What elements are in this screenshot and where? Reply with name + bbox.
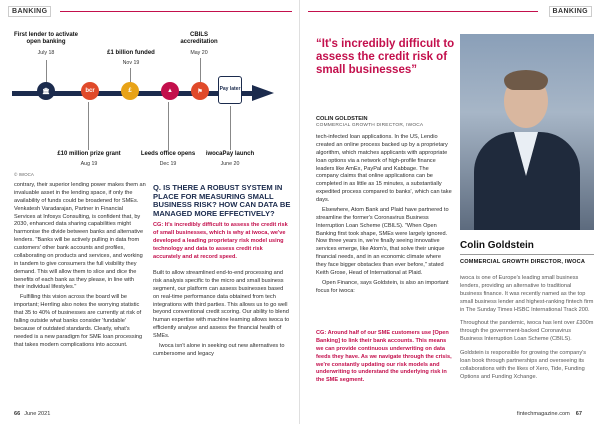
section-tag: BANKING bbox=[8, 6, 51, 17]
milestone-date: Dec 19 bbox=[159, 161, 177, 167]
page-number: 66 bbox=[14, 411, 21, 417]
milestone-label: £1 billion funded bbox=[107, 50, 155, 56]
section-tag: BANKING bbox=[549, 6, 592, 17]
paragraph: Goldstein is responsible for growing the company's loan book through partnerships and overseeing its collaborations with the likes of Xero, Tide, Funding Options and Funding Xchange. bbox=[460, 350, 587, 380]
milestone-stem bbox=[230, 106, 231, 150]
paragraph: iwoca is one of Europe's leading small business lenders, providing an alternative to traditional business finance. It was recently named as the top small business lender and highest-ranking fintech firm in The Sunday Times HSBC International Track 200. bbox=[460, 275, 594, 313]
timeline bbox=[12, 30, 290, 180]
milestone-date: Nov 19 bbox=[122, 60, 140, 66]
paragraph: Throughout the pandemic, iwoca has lent over £300m through the government-backed Coronavirus Business Interruption Loan Scheme (CBILS). bbox=[460, 320, 594, 343]
section-rule bbox=[60, 11, 292, 12]
body-column-1 bbox=[14, 182, 146, 351]
milestone-stem bbox=[200, 58, 201, 83]
pound-coin-icon: £ bbox=[121, 82, 139, 100]
bio-name: Colin Goldstein bbox=[460, 240, 534, 251]
bio-rule bbox=[460, 254, 594, 255]
milestone-label: Leeds office opens bbox=[140, 151, 196, 157]
milestone-label: £10 million prize grant bbox=[57, 151, 121, 157]
milestone-stem bbox=[168, 102, 169, 150]
milestone-date: May 20 bbox=[190, 50, 208, 56]
paragraph: Iwoca isn't alone in seeking out new alternatives to cumbersome and legacy bbox=[153, 342, 285, 357]
folio bbox=[517, 411, 586, 417]
paragraph: contrary, their superior lending power makes them an invaluable asset in the lending space, if only the availability of funds could be broadened for SMEs. Venkatesh Varadarajan, Partner in Financial Services at Infosys Consulting, is confident that, by 2030, enhanced data sharing capabilities might harmonise the divide between banks and alternative lenders. "Banks will be actively pulling in data from customers' other bank accounts and profiles, collaborating on products and services, and working in tandem to give consumers the full visibility they demand. This will allow them to slice and dice the benefits of each bank as they please, in line with their individual lifestyles." bbox=[14, 182, 146, 291]
bcr-icon: bcr bbox=[81, 82, 99, 100]
image-credit: © IWOCA bbox=[14, 172, 34, 177]
paragraph: Built to allow streamlined end-to-end processing and risk analysis specific to the micro and small business segment, our platform can assess businesses based on real-time performance data obtained from tech integrations with third parties. This allows us to go well beyond conventional credit scoring. Our ability to blend human expertise with machine learning allows iwoca to efficiently analyse and assess the financial health of SMEs. bbox=[153, 270, 290, 339]
milestone-stem bbox=[130, 68, 131, 83]
milestone-label: First lender to activate open banking bbox=[13, 32, 79, 46]
body-column-2 bbox=[153, 270, 291, 361]
milestone-date: July 18 bbox=[37, 50, 55, 56]
bio-text bbox=[460, 275, 594, 388]
paragraph: tech-infected loan applications. In the US, Lendio created an online process backed up by a proprietary algorithm, which matches applicants with appropriate loan options via a network of high-profile finance leaders like AmEx, PayPal and Kabbage. The company claims that online applications can be completed in as little as 15 minutes, a substantially expedited process compared to banks', which can take days. bbox=[316, 134, 452, 203]
timeline-arrow-icon bbox=[252, 85, 274, 101]
flag-icon: ⚑ bbox=[191, 82, 209, 100]
body-column-3 bbox=[316, 134, 452, 298]
answer-lead: CG: Around half of our SME customers use [Open Banking] to link their bank accounts. This means we can provide continuous underwriting on data feeds they have. As we navigate through the crisis, we're constantly updating our risk models and underwriting to understand the underlying risk in the SME segment. bbox=[316, 330, 452, 384]
answer-lead: CG: It's incredibly difficult to assess the credit risk of small businesses, which is why at iwoca, we've developed a leading proprietary risk model using technology and data to assess credit risk accurately and at record speed. bbox=[153, 222, 288, 260]
paragraph: Elsewhere, Atom Bank and Plaid have partnered to streamline the former's Coronavirus Business Interruption Loan Scheme (CBILS). "When Open Banking first took shape, SMEs were largely ignored. Now three years in, we're finally seeing innovative services emerge, like Atom's, that solve their unique financial needs, and in an economic climate where they face bigger obstacles than ever before," stated Keith Grose, Head of International at Plaid. bbox=[316, 206, 449, 276]
pay-later-icon: Pay later bbox=[218, 76, 242, 104]
milestone-date: Aug 19 bbox=[80, 161, 98, 167]
pull-quote: “It's incredibly difficult to assess the credit risk of small businesses” bbox=[316, 38, 455, 76]
rocket-icon: ▲ bbox=[161, 82, 179, 100]
pull-quote-title: COMMERCIAL GROWTH DIRECTOR, IWOCA bbox=[316, 123, 424, 128]
page-number: 67 bbox=[575, 411, 582, 417]
right-page bbox=[300, 0, 600, 424]
paragraph: Open Finance, says Goldstein, is also an important focus for iwoca: bbox=[316, 279, 449, 294]
bio-title: COMMERCIAL GROWTH DIRECTOR, IWOCA bbox=[460, 259, 586, 265]
folio bbox=[14, 411, 50, 417]
section-rule bbox=[308, 11, 538, 12]
website: fintechmagazine.com bbox=[516, 411, 570, 417]
pull-quote-name: COLIN GOLDSTEIN bbox=[316, 116, 368, 122]
bank-icon: 🏛 bbox=[37, 82, 55, 100]
portrait-photo bbox=[460, 34, 594, 230]
milestone-stem bbox=[88, 102, 89, 150]
portrait-hair bbox=[504, 70, 548, 90]
paragraph: Fulfilling this vision across the board will be important; Herrling also notes the worrying statistic that 35 to 40% of businesses are currently at risk of falling outside what banks consider 'fundable' because of outdated standards. Clearly, what's needed is a new paradigm for SME loan processing that takes modern complications into account. bbox=[14, 294, 143, 348]
question-heading: Q. IS THERE A ROBUST SYSTEM IN PLACE FOR MEASURING SMALL BUSINESS RISK? HOW CAN DATA BE MANAGED MORE EFFECTIVELY? bbox=[153, 183, 291, 219]
milestone-label: CBILS accreditation bbox=[180, 32, 218, 46]
milestone-stem bbox=[46, 60, 47, 84]
milestone-label: iwocaPay launch bbox=[205, 151, 255, 157]
issue-date: June 2021 bbox=[24, 411, 51, 417]
milestone-date: June 20 bbox=[220, 161, 240, 167]
